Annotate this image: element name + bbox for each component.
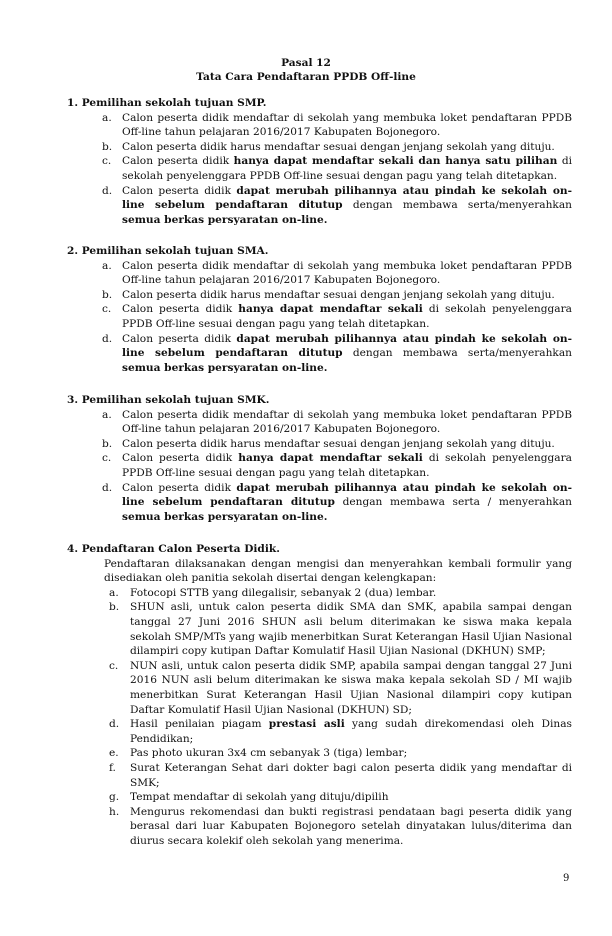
item-marker: c. [109, 659, 119, 672]
item-text: Calon peserta didik [122, 303, 239, 316]
item-text: Calon peserta didik [122, 155, 234, 168]
item-marker: d. [109, 718, 120, 731]
item-text: Fotocopi STTB yang dilegalisir, sebanyak 2 (dua) lembar. [130, 586, 437, 599]
item-marker: c. [102, 155, 112, 168]
item-marker: c. [102, 452, 112, 465]
list-item [67, 481, 572, 525]
item-text: Mengurus rekomendasi dan bukti registrasi pendataan bagi peserta didik yang berasal dari luar Kabupaten Bojonegoro setelah dinyatakan lulus/diterima dan diurus secara kolekif oleh sekolah yang menerima. [130, 805, 572, 847]
section-sma [67, 244, 572, 375]
list-item [67, 659, 572, 717]
item-text: Calon peserta didik [122, 332, 237, 345]
item-marker: e. [109, 747, 119, 760]
list-item [67, 408, 572, 437]
section-intro: Pendaftaran dilaksanakan dengan mengisi dan menyerahkan kembali formulir yang disediakan oleh panitia sekolah disertai dengan kelengkapan: [104, 557, 572, 585]
item-marker: b. [102, 437, 113, 450]
item-marker: c. [102, 303, 112, 316]
list-item [67, 302, 572, 331]
item-marker: a. [102, 259, 112, 272]
item-marker: d. [102, 332, 113, 345]
list-item [67, 586, 572, 601]
item-marker: b. [102, 288, 113, 301]
item-text-bold: semua berkas persyaratan on-line. [122, 510, 328, 523]
item-text: Tempat mendaftar di sekolah yang dituju/dipilih [130, 791, 389, 804]
item-text: Surat Keterangan Sehat dari dokter bagi calon peserta didik yang mendaftar di SMK; [130, 761, 572, 789]
item-text: Hasil penilaian piagam [130, 718, 269, 731]
item-text-bold: semua berkas persyaratan on-line. [122, 213, 328, 226]
item-text: Calon peserta didik mendaftar di sekolah yang membuka loket pendaftaran PPDB Off-line tahun pelajaran 2016/2017 Kabupaten Bojonegoro. [122, 111, 572, 139]
pasal-title: Tata Cara Pendaftaran PPDB Off-line [196, 71, 416, 83]
item-marker: d. [102, 184, 113, 197]
item-text: di sekolah penyelenggara PPDB Off-line sesuai dengan pagu yang telah ditetapkan. [122, 303, 572, 330]
section-title: 2. Pemilihan sekolah tujuan SMA. [67, 245, 269, 257]
item-text: Calon peserta didik [122, 452, 239, 465]
item-text-bold: dapat merubah pilihannya atau pindah ke sekolah on-line sebelum pendaftaran ditutup [122, 184, 573, 212]
list-item [67, 184, 572, 228]
item-text: dengan membawa serta/menyerahkan [342, 347, 572, 360]
section-items [67, 586, 572, 849]
item-text: Calon peserta didik mendaftar di sekolah yang membuka loket pendaftaran PPDB Off-line tahun pelajaran 2016/2017 Kabupaten Bojonegoro. [122, 259, 572, 287]
list-item [67, 154, 572, 183]
item-marker: d. [102, 481, 113, 494]
section-items [67, 259, 572, 376]
item-marker: f. [109, 761, 116, 774]
section-smp [67, 96, 572, 227]
list-item [67, 600, 572, 658]
item-text-bold: semua berkas persyaratan on-line. [122, 361, 328, 374]
item-marker: g. [109, 791, 120, 804]
item-text-bold: hanya dapat mendaftar sekali [238, 452, 423, 465]
item-text-bold: dapat merubah pilihannya atau pindah ke sekolah on-line sebelum pendaftaran ditutup [122, 481, 573, 509]
item-text: dengan membawa serta/menyerahkan [342, 199, 572, 212]
section-title: 1. Pemilihan sekolah tujuan SMP. [67, 97, 267, 109]
list-item [67, 140, 572, 155]
list-item [67, 437, 572, 452]
item-text-bold: prestasi asli [268, 718, 345, 731]
item-marker: h. [109, 805, 120, 818]
item-text: NUN asli, untuk calon peserta didik SMP, apabila sampai dengan tanggal 27 Juni 2016 NUN asli belum diterimakan ke siswa maka kepala sekolah SD / MI wajib menerbitkan Surat Keterangan Hasil Ujian Nasional dilampiri copy kutipan Daftar Komulatif Hasil Ujian Nasional (DKHUN) SD; [130, 659, 572, 716]
pasal-heading: Pasal 12 [281, 57, 331, 69]
item-text-bold: hanya dapat mendaftar sekali [238, 303, 423, 316]
item-marker: a. [102, 111, 112, 124]
list-item [67, 805, 572, 849]
item-text: Calon peserta didik [122, 184, 237, 197]
item-text: Calon peserta didik harus mendaftar sesuai dengan jenjang sekolah yang dituju. [122, 288, 555, 301]
list-item [67, 288, 572, 303]
item-text-bold: hanya dapat mendaftar sekali dan hanya satu pilihan [233, 155, 558, 168]
list-item [67, 761, 572, 790]
list-item [67, 451, 572, 480]
item-text: Calon peserta didik mendaftar di sekolah yang membuka loket pendaftaran PPDB Off-line tahun pelajaran 2016/2017 Kabupaten Bojonegoro. [122, 408, 572, 436]
page-number: 9 [563, 873, 570, 884]
item-marker: a. [102, 408, 112, 421]
list-item [67, 332, 572, 376]
item-marker: b. [109, 601, 120, 614]
item-text: SHUN asli, untuk calon peserta didik SMA dan SMK, apabila sampai dengan tanggal 27 Juni 2016 SHUN asli belum diterimakan ke siswa maka kepala sekolah SMP/MTs yang wajib menerbitkan Surat Keterangan Hasil Ujian Nasional dilampiri copy kutipan Daftar Komulatif Hasil Ujian Nasional (DKHUN) SMP; [130, 601, 573, 658]
section-title: 4. Pendaftaran Calon Peserta Didik. [67, 543, 280, 555]
item-text: Calon peserta didik [122, 481, 237, 494]
section-pendaftaran [67, 542, 572, 848]
item-text: Pas photo ukuran 3x4 cm sebanyak 3 (tiga) lembar; [130, 747, 408, 760]
section-smk [67, 393, 572, 524]
item-text: di sekolah penyelenggara PPDB Off-line sesuai dengan pagu yang telah ditetapkan. [122, 155, 572, 182]
item-marker: b. [102, 140, 113, 153]
item-marker: a. [109, 586, 119, 599]
section-title: 3. Pemilihan sekolah tujuan SMK. [67, 394, 270, 406]
item-text: di sekolah penyelenggara PPDB Off-line sesuai dengan pagu yang telah ditetapkan. [122, 452, 572, 479]
list-item [67, 746, 572, 761]
item-text: Calon peserta didik harus mendaftar sesuai dengan jenjang sekolah yang dituju. [122, 140, 555, 153]
item-text-bold: dapat merubah pilihannya atau pindah ke sekolah on-line sebelum pendaftaran ditutup [122, 332, 573, 360]
list-item [67, 790, 572, 805]
list-item [67, 717, 572, 746]
list-item [67, 111, 572, 140]
list-item [67, 259, 572, 288]
item-text: yang sudah direkomendasi oleh Dinas Pendidikan; [130, 718, 572, 745]
section-items [67, 408, 572, 525]
item-text: Calon peserta didik harus mendaftar sesuai dengan jenjang sekolah yang dituju. [122, 437, 555, 450]
section-items [67, 111, 572, 228]
item-text: dengan membawa serta / menyerahkan [334, 496, 572, 509]
